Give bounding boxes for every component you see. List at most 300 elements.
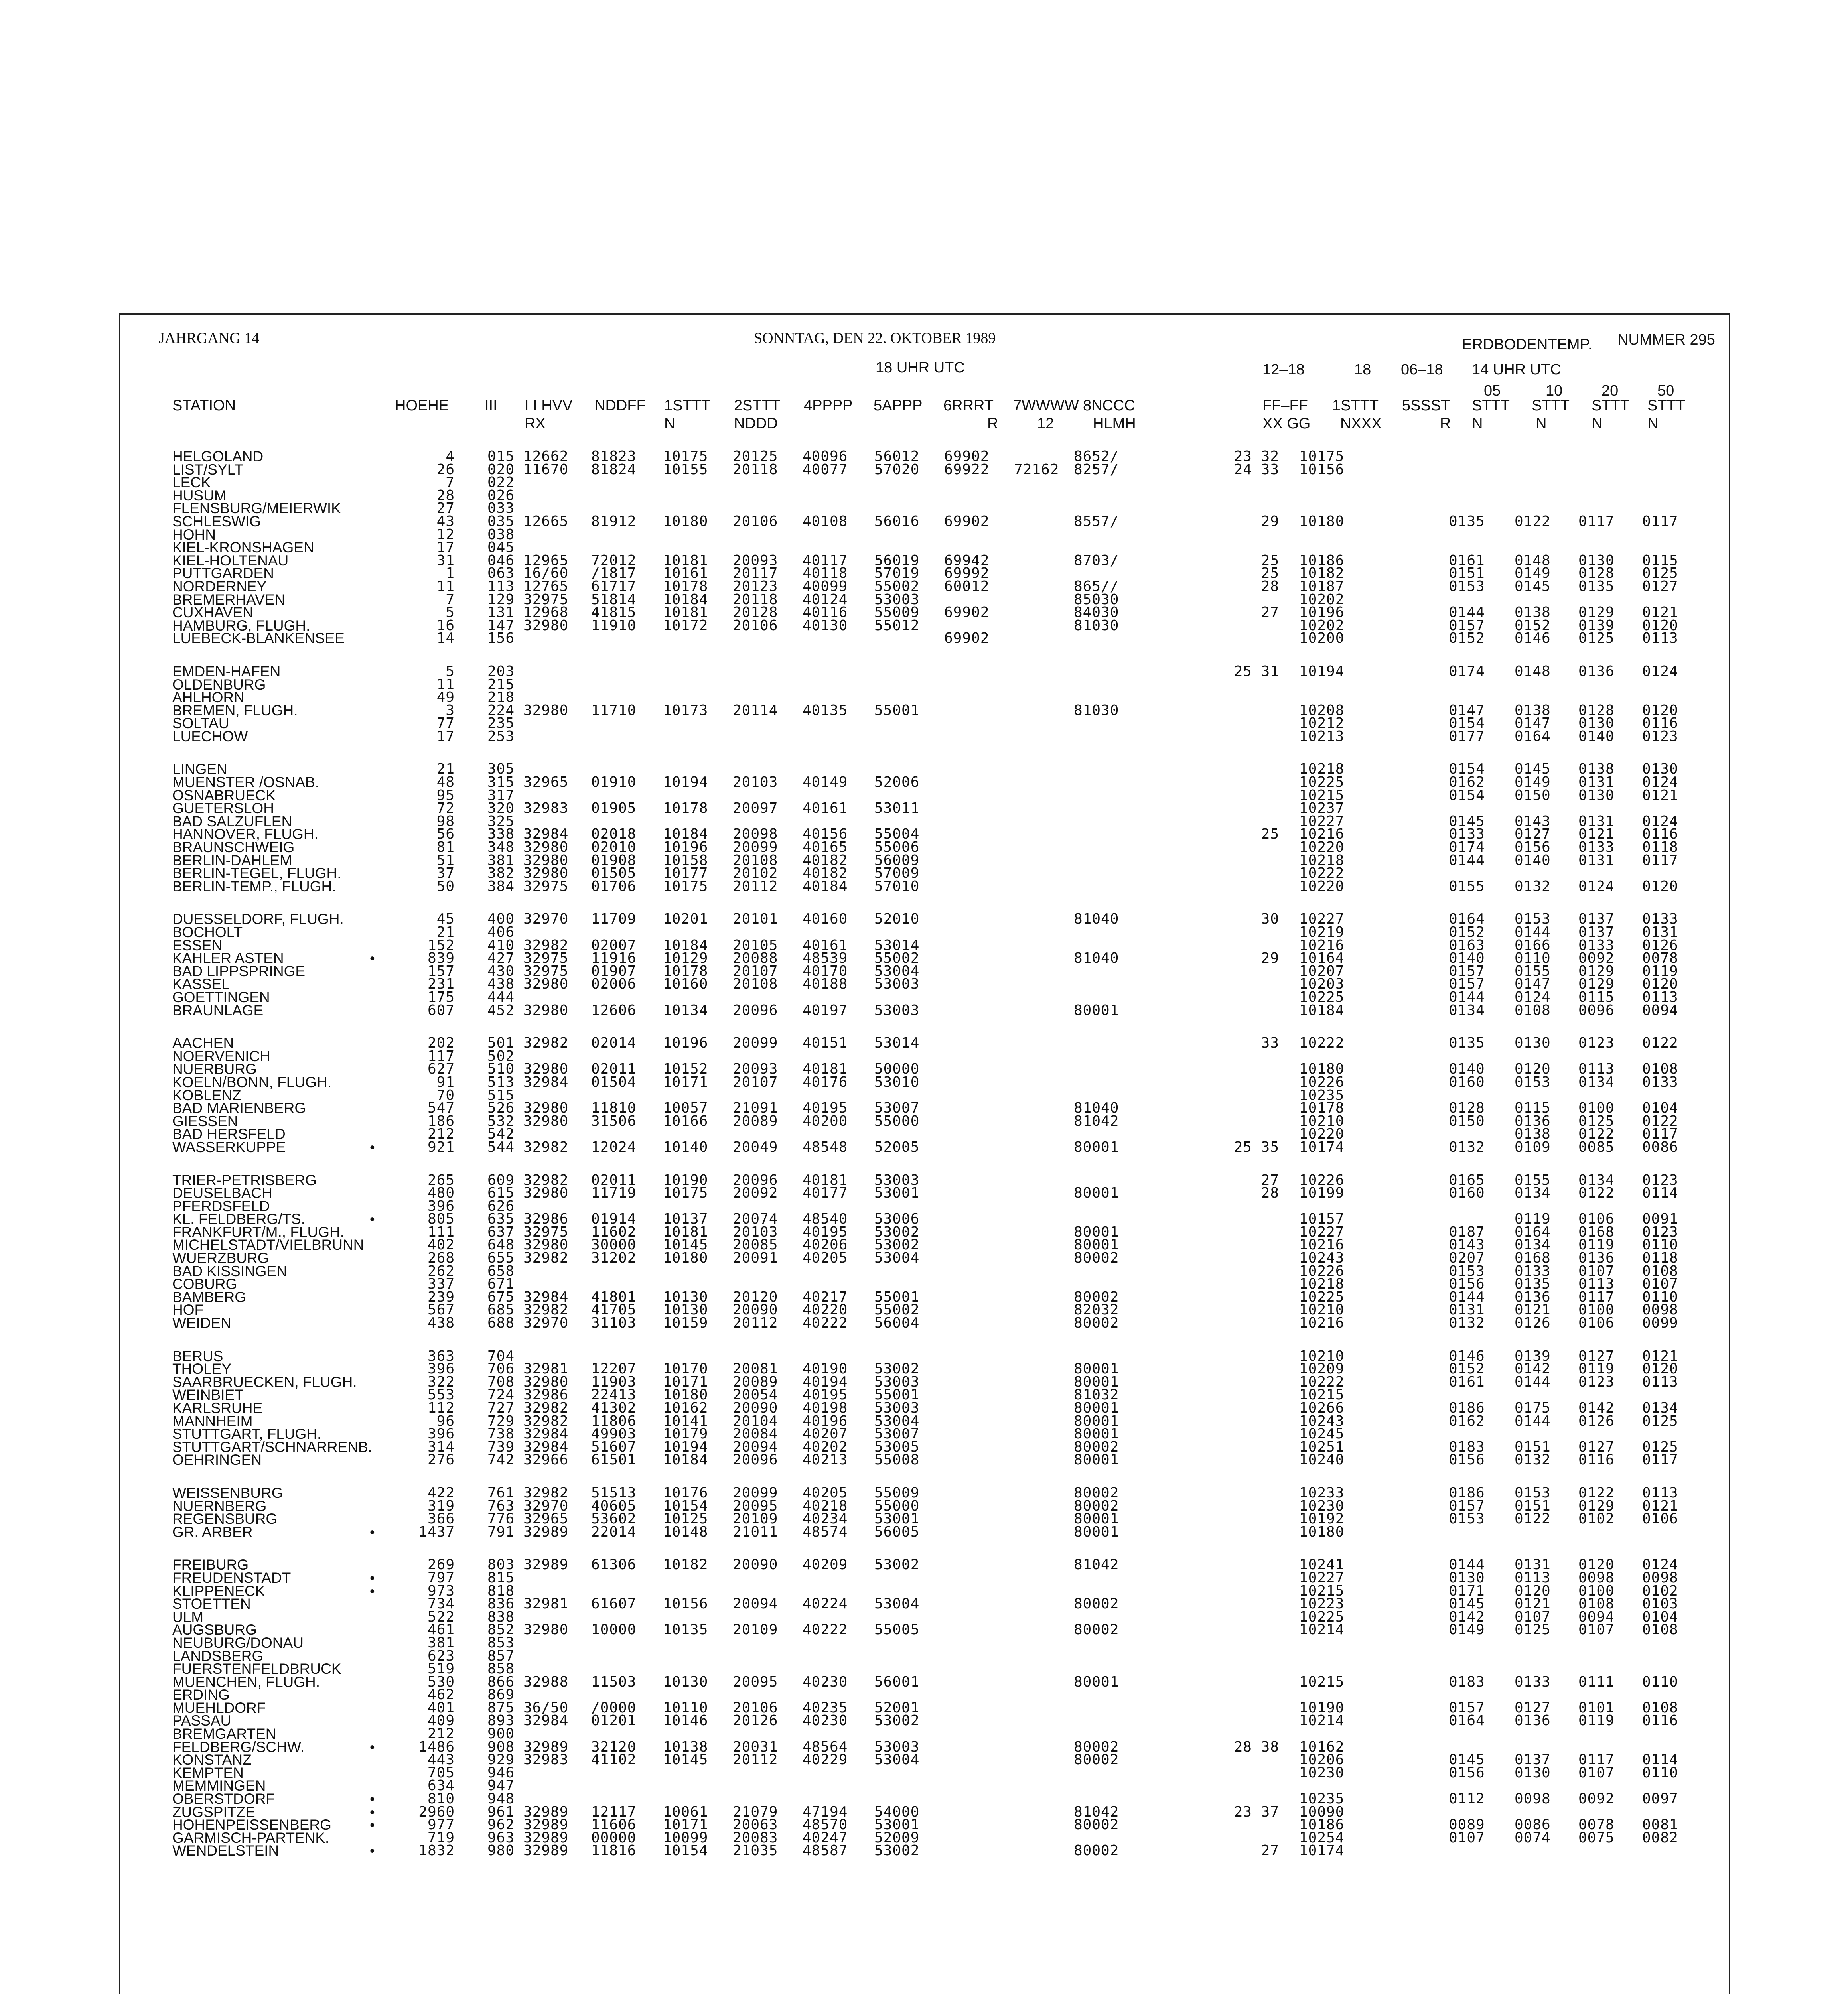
temperature-group: 10225	[1299, 1608, 1345, 1625]
synop-group: 72162	[1014, 461, 1059, 478]
synop-group: 12024	[591, 1139, 637, 1155]
soil-temperature: 0117	[1578, 1289, 1615, 1305]
station-height: 734	[427, 1596, 455, 1612]
synop-group: 02010	[591, 839, 637, 856]
synop-group: 11816	[591, 1842, 637, 1859]
station-id: 253	[487, 728, 515, 745]
station-id: 348	[487, 839, 515, 856]
station-name: LINGEN	[172, 761, 227, 778]
soil-temperature: 0142	[1449, 1608, 1485, 1625]
station-id: 400	[487, 911, 515, 928]
synop-group: 10130	[663, 1289, 708, 1305]
station-name: DEUSELBACH	[172, 1185, 272, 1202]
soil-temperature: 0122	[1515, 513, 1551, 530]
synop-group: 11916	[591, 950, 637, 967]
soil-temperature: 0119	[1642, 963, 1678, 979]
soil-temperature: 0120	[1515, 1061, 1551, 1078]
temperature-group: 10226	[1299, 1172, 1345, 1188]
temperature-group: 10225	[1299, 774, 1345, 791]
mountain-station-marker: •	[370, 1582, 375, 1599]
synop-group: 53003	[874, 976, 920, 993]
temperature-group: 10227	[1299, 813, 1345, 830]
synop-group: 40181	[803, 1061, 848, 1078]
soil-temperature: 0124	[1642, 1557, 1678, 1573]
synop-group: 53003	[874, 1400, 920, 1416]
station-height: 117	[427, 1048, 455, 1064]
synop-group: 81912	[591, 513, 637, 530]
station-name: FRANKFURT/M., FLUGH.	[172, 1224, 344, 1240]
synop-group: 20090	[733, 1557, 778, 1573]
station-name: KIEL-KRONSHAGEN	[172, 539, 314, 556]
station-height: 7	[446, 474, 455, 491]
synop-group: 01907	[591, 963, 637, 979]
station-id: 961	[487, 1803, 515, 1820]
synop-group: 20112	[733, 1315, 778, 1332]
col-nddd: NDDD	[734, 415, 778, 432]
synop-group: 56019	[874, 552, 920, 569]
synop-group: 10175	[663, 1185, 708, 1202]
synop-group: 20084	[733, 1426, 778, 1442]
station-id: 900	[487, 1726, 515, 1742]
synop-group: 16/60	[523, 565, 569, 582]
station-height: 519	[427, 1661, 455, 1677]
soil-temperature: 0122	[1642, 1113, 1678, 1129]
soil-temperature: 0134	[1642, 1400, 1678, 1416]
synop-group: 01914	[591, 1211, 637, 1228]
station-id: 502	[487, 1048, 515, 1064]
soil-temperature: 0156	[1515, 839, 1551, 856]
soil-temperature: 0117	[1642, 1126, 1678, 1143]
soil-temperature: 0138	[1578, 761, 1615, 778]
synop-group: 80002	[1074, 1250, 1119, 1267]
soil-temperature: 0155	[1515, 1172, 1551, 1188]
synop-group: 52001	[874, 1699, 920, 1716]
station-name: THOLEY	[172, 1361, 232, 1377]
synop-group: 32980	[523, 1100, 569, 1117]
station-id: 131	[487, 604, 515, 621]
station-name: GUETERSLOH	[172, 800, 274, 817]
synop-group: 02006	[591, 976, 637, 993]
soil-temperature: 0113	[1578, 1276, 1615, 1293]
synop-group: 20109	[733, 1622, 778, 1638]
station-id: 853	[487, 1634, 515, 1651]
synop-group: 41815	[591, 604, 637, 621]
soil-temperature: 0130	[1515, 1035, 1551, 1052]
station-id: 406	[487, 924, 515, 940]
synop-group: /1817	[591, 565, 637, 582]
station-name: KOBLENZ	[172, 1087, 241, 1103]
station-id: 515	[487, 1087, 515, 1103]
synop-group: 80002	[1074, 1817, 1119, 1833]
soil-temperature: 0145	[1449, 1596, 1485, 1612]
max-wind-gust: 27	[1261, 1172, 1279, 1188]
synop-group: 20098	[733, 826, 778, 843]
soil-temperature: 0132	[1449, 1139, 1485, 1155]
station-height: 268	[427, 1250, 455, 1267]
soil-temperature: 0120	[1642, 617, 1678, 634]
station-name: KONSTANZ	[172, 1752, 252, 1768]
synop-group: 53005	[874, 1438, 920, 1455]
synop-group: 32983	[523, 1752, 569, 1768]
soil-temperature: 0117	[1578, 1752, 1615, 1768]
station-id: 724	[487, 1387, 515, 1403]
station-name: BERLIN-TEMP., FLUGH.	[172, 878, 336, 895]
synop-group: 57019	[874, 565, 920, 582]
station-height: 269	[427, 1557, 455, 1573]
station-id: 738	[487, 1426, 515, 1442]
synop-group: 20090	[733, 1400, 778, 1416]
synop-group: 40230	[803, 1673, 848, 1690]
temperature-group: 10227	[1299, 911, 1345, 928]
synop-group: 53001	[874, 1511, 920, 1527]
synop-group: 10196	[663, 1035, 708, 1052]
soil-temperature: 0109	[1515, 1139, 1551, 1155]
soil-temperature: 0108	[1642, 1061, 1678, 1078]
synop-group: 10000	[591, 1622, 637, 1638]
station-height: 607	[427, 1002, 455, 1019]
station-height: 530	[427, 1673, 455, 1690]
temperature-group: 10218	[1299, 852, 1345, 869]
soil-temperature: 0186	[1449, 1400, 1485, 1416]
station-name: NOERVENICH	[172, 1048, 271, 1064]
issue-number: NUMMER 295	[1617, 331, 1715, 348]
soil-temperature: 0150	[1449, 1113, 1485, 1129]
synop-group: 80001	[1074, 1413, 1119, 1429]
synop-group: 40077	[803, 461, 848, 478]
mountain-station-marker: •	[370, 1523, 375, 1540]
synop-group: 53003	[874, 591, 920, 608]
soil-temperature: 0137	[1578, 924, 1615, 940]
soil-temperature: 0107	[1578, 1263, 1615, 1279]
soil-temperature: 0156	[1449, 1276, 1485, 1293]
synop-group: 81823	[591, 448, 637, 465]
synop-group: 80001	[1074, 1361, 1119, 1377]
temperature-group: 10222	[1299, 1373, 1345, 1390]
station-height: 81	[436, 839, 455, 856]
temperature-group: 10178	[1299, 1100, 1345, 1117]
station-height: 98	[436, 813, 455, 830]
station-height: 262	[427, 1263, 455, 1279]
synop-group: 20109	[733, 1511, 778, 1527]
soil-temperature: 0097	[1642, 1791, 1678, 1807]
temperature-group: 10187	[1299, 578, 1345, 595]
station-name: FREUDENSTADT	[172, 1569, 291, 1586]
synop-group: 41302	[591, 1400, 637, 1416]
station-name: WENDELSTEIN	[172, 1842, 279, 1859]
synop-group: 40202	[803, 1438, 848, 1455]
soil-temperature: 0140	[1449, 1061, 1485, 1078]
synop-group: 40205	[803, 1250, 848, 1267]
synop-group: 40195	[803, 1387, 848, 1403]
station-id: 501	[487, 1035, 515, 1052]
soil-temperature: 0164	[1449, 911, 1485, 928]
soil-temperature: 0122	[1642, 1035, 1678, 1052]
station-height: 438	[427, 1315, 455, 1332]
synop-group: 32981	[523, 1361, 569, 1377]
col-1sttt: 1STTT	[664, 397, 711, 414]
soil-temperature: 0113	[1642, 1484, 1678, 1501]
temperature-group: 10240	[1299, 1452, 1345, 1468]
synop-group: 20107	[733, 963, 778, 979]
station-name: KOELN/BONN, FLUGH.	[172, 1074, 331, 1090]
col-iii: III	[485, 397, 497, 414]
station-name: LECK	[172, 474, 211, 491]
col-r: R	[987, 415, 998, 432]
synop-group: 55001	[874, 702, 920, 719]
soil-temperature: 0102	[1642, 1582, 1678, 1599]
station-height: 239	[427, 1289, 455, 1305]
synop-group: 53014	[874, 1035, 920, 1052]
synop-group: /0000	[591, 1699, 637, 1716]
station-name: KAHLER ASTEN	[172, 950, 284, 967]
synop-group: 40117	[803, 552, 848, 569]
soil-temperature: 0152	[1449, 1361, 1485, 1377]
soil-temperature: 0146	[1515, 630, 1551, 647]
soil-temperature: 0130	[1642, 761, 1678, 778]
synop-group: 81042	[1074, 1803, 1119, 1820]
soil-temperature: 0136	[1578, 663, 1615, 680]
station-name: AACHEN	[172, 1035, 234, 1052]
soil-temperature: 0127	[1515, 1699, 1551, 1716]
synop-group: 40161	[803, 937, 848, 954]
station-height: 977	[427, 1817, 455, 1833]
station-name: BRAUNLAGE	[172, 1002, 264, 1019]
temperature-group: 10186	[1299, 1817, 1345, 1833]
synop-group: 40197	[803, 1002, 848, 1019]
soil-temperature: 0140	[1449, 950, 1485, 967]
temperature-group: 10230	[1299, 1764, 1345, 1781]
synop-group: 32980	[523, 1113, 569, 1129]
station-height: 1832	[418, 1842, 455, 1859]
station-id: 946	[487, 1764, 515, 1781]
synop-group: 56004	[874, 1315, 920, 1332]
soil-temperature: 0081	[1642, 1817, 1678, 1833]
station-id: 893	[487, 1712, 515, 1729]
synop-group: 20117	[733, 565, 778, 582]
synop-group: 53014	[874, 937, 920, 954]
soil-temperature: 0147	[1515, 976, 1551, 993]
soil-temperature: 0130	[1578, 787, 1615, 804]
synop-group: 53002	[874, 1237, 920, 1253]
synop-group: 10196	[663, 839, 708, 856]
station-name: LIST/SYLT	[172, 461, 244, 478]
max-wind-gust: 25 31	[1234, 663, 1279, 680]
station-id: 305	[487, 761, 515, 778]
utc18-label: 18 UHR UTC	[876, 359, 965, 376]
synop-group: 84030	[1074, 604, 1119, 621]
soil-temperature: 0133	[1642, 1074, 1678, 1090]
synop-group: 10180	[663, 1387, 708, 1403]
soil-temperature: 0154	[1449, 787, 1485, 804]
synop-group: 40209	[803, 1557, 848, 1573]
synop-group: 53007	[874, 1426, 920, 1442]
soil-temperature: 0147	[1515, 715, 1551, 732]
soil-temperature: 0107	[1578, 1622, 1615, 1638]
soil-temperature: 0098	[1515, 1791, 1551, 1807]
synop-group: 80002	[1074, 1497, 1119, 1514]
synop-group: 32970	[523, 1315, 569, 1332]
station-id: 948	[487, 1791, 515, 1807]
station-name: TRIER-PETRISBERG	[172, 1172, 317, 1188]
synop-group: 80002	[1074, 1438, 1119, 1455]
station-height: 366	[427, 1511, 455, 1527]
max-wind-gust: 28 38	[1234, 1738, 1279, 1755]
synop-group: 10184	[663, 937, 708, 954]
station-name: BAD SALZUFLEN	[172, 813, 292, 830]
synop-group: 32980	[523, 1622, 569, 1638]
synop-group: 53003	[874, 1002, 920, 1019]
soil-temperature: 0124	[1642, 663, 1678, 680]
station-name: HUSUM	[172, 487, 227, 504]
synop-group: 10170	[663, 1361, 708, 1377]
soil-temperature: 0098	[1642, 1569, 1678, 1586]
station-height: 381	[427, 1634, 455, 1651]
synop-group: 10155	[663, 461, 708, 478]
soil-temperature: 0132	[1449, 1315, 1485, 1332]
soil-temperature: 0148	[1515, 663, 1551, 680]
station-id: 708	[487, 1373, 515, 1390]
station-id: 035	[487, 513, 515, 530]
col-n: N	[664, 415, 675, 432]
synop-group: 53010	[874, 1074, 920, 1090]
soil-temperature: 0175	[1515, 1400, 1551, 1416]
synop-group: 52005	[874, 1139, 920, 1155]
synop-group: 11606	[591, 1817, 637, 1833]
synop-group: 20118	[733, 461, 778, 478]
max-wind-gust: 29	[1261, 513, 1279, 530]
soil-temperature: 0117	[1642, 1452, 1678, 1468]
station-name: OSNABRUECK	[172, 787, 276, 804]
soil-temperature: 0126	[1515, 1315, 1551, 1332]
station-name: NORDERNEY	[172, 578, 267, 595]
synop-group: 40224	[803, 1596, 848, 1612]
station-name: MANNHEIM	[172, 1413, 253, 1429]
soil-temperature: 0107	[1515, 1608, 1551, 1625]
synop-group: 81042	[1074, 1113, 1119, 1129]
synop-group: 20049	[733, 1139, 778, 1155]
synop-group: 20099	[733, 1484, 778, 1501]
synop-group: 55002	[874, 950, 920, 967]
soil-temperature: 0120	[1515, 1582, 1551, 1599]
station-height: 202	[427, 1035, 455, 1052]
soil-temperature: 0074	[1515, 1829, 1551, 1846]
station-name: BOCHOLT	[172, 924, 243, 940]
h0618-label: 06–18	[1401, 361, 1443, 378]
max-wind-gust: 25 35	[1234, 1139, 1279, 1155]
soil-temperature: 0110	[1642, 1673, 1678, 1690]
synop-group: 81040	[1074, 950, 1119, 967]
synop-group: 40170	[803, 963, 848, 979]
synop-group: 10182	[663, 1557, 708, 1573]
synop-group: 55009	[874, 604, 920, 621]
station-height: 7	[446, 591, 455, 608]
synop-group: 20096	[733, 1172, 778, 1188]
synop-group: 32975	[523, 591, 569, 608]
synop-group: 53002	[874, 1712, 920, 1729]
synop-group: 40230	[803, 1712, 848, 1729]
station-name: MICHELSTADT/VIELBRUNN	[172, 1237, 364, 1253]
synop-group: 20099	[733, 1035, 778, 1052]
station-id: 742	[487, 1452, 515, 1468]
synop-group: 12606	[591, 1002, 637, 1019]
station-name: AHLHORN	[172, 689, 245, 706]
soil-temperature: 0122	[1578, 1126, 1615, 1143]
station-id: 875	[487, 1699, 515, 1716]
temperature-group: 10164	[1299, 950, 1345, 967]
station-height: 212	[427, 1726, 455, 1742]
synop-group: 10161	[663, 565, 708, 582]
synop-group: 81030	[1074, 617, 1119, 634]
synop-group: 10180	[663, 1250, 708, 1267]
synop-group: 49903	[591, 1426, 637, 1442]
soil-temperature: 0112	[1449, 1791, 1485, 1807]
soil-temperature: 0151	[1515, 1438, 1551, 1455]
synop-group: 32975	[523, 1224, 569, 1240]
synop-group: 80002	[1074, 1738, 1119, 1755]
station-name: ESSEN	[172, 937, 223, 954]
soil-temperature: 0119	[1578, 1237, 1615, 1253]
station-height: 112	[427, 1400, 455, 1416]
synop-group: 10137	[663, 1211, 708, 1228]
soil-temperature: 0161	[1449, 552, 1485, 569]
soil-temperature: 0135	[1449, 513, 1485, 530]
soil-temperature: 0107	[1578, 1764, 1615, 1781]
col-hlmh: HLMH	[1093, 415, 1136, 432]
h1218-label: 12–18	[1262, 361, 1305, 378]
station-height: 5	[446, 604, 455, 621]
temperature-group: 10215	[1299, 787, 1345, 804]
station-height: 37	[436, 865, 455, 882]
station-height: 322	[427, 1373, 455, 1390]
station-id: 763	[487, 1497, 515, 1514]
col-5ssst: 5SSST	[1402, 397, 1450, 414]
temperature-group: 10215	[1299, 1673, 1345, 1690]
temperature-group: 10180	[1299, 513, 1345, 530]
synop-group: 12965	[523, 552, 569, 569]
station-height: 11	[436, 676, 455, 693]
soil-temperature: 0115	[1515, 1100, 1551, 1117]
soil-temperature: 0120	[1578, 1557, 1615, 1573]
synop-group: 32982	[523, 1035, 569, 1052]
station-height: 921	[427, 1139, 455, 1155]
temperature-group: 10206	[1299, 1752, 1345, 1768]
synop-group: 32983	[523, 800, 569, 817]
synop-group: 10162	[663, 1400, 708, 1416]
synop-group: 01504	[591, 1074, 637, 1090]
temperature-group: 10210	[1299, 1113, 1345, 1129]
station-height: 91	[436, 1074, 455, 1090]
synop-group: 20054	[733, 1387, 778, 1403]
station-name: SCHLESWIG	[172, 513, 261, 530]
soil-temperature: 0117	[1642, 852, 1678, 869]
temperature-group: 10202	[1299, 617, 1345, 634]
synop-group: 10201	[663, 911, 708, 928]
station-name: GR. ARBER	[172, 1523, 253, 1540]
synop-group: 11806	[591, 1413, 637, 1429]
synop-group: 40190	[803, 1361, 848, 1377]
max-wind-gust: 25	[1261, 565, 1279, 582]
synop-group: 32980	[523, 865, 569, 882]
soil-temperature: 0129	[1578, 976, 1615, 993]
synop-group: 40218	[803, 1497, 848, 1514]
synop-group: 12765	[523, 578, 569, 595]
soil-temperature: 0183	[1449, 1673, 1485, 1690]
soil-temperature: 0127	[1642, 578, 1678, 595]
synop-group: 11810	[591, 1100, 637, 1117]
synop-group: 32982	[523, 1484, 569, 1501]
synop-group: 20095	[733, 1497, 778, 1514]
soil-temperature: 0108	[1642, 1622, 1678, 1638]
